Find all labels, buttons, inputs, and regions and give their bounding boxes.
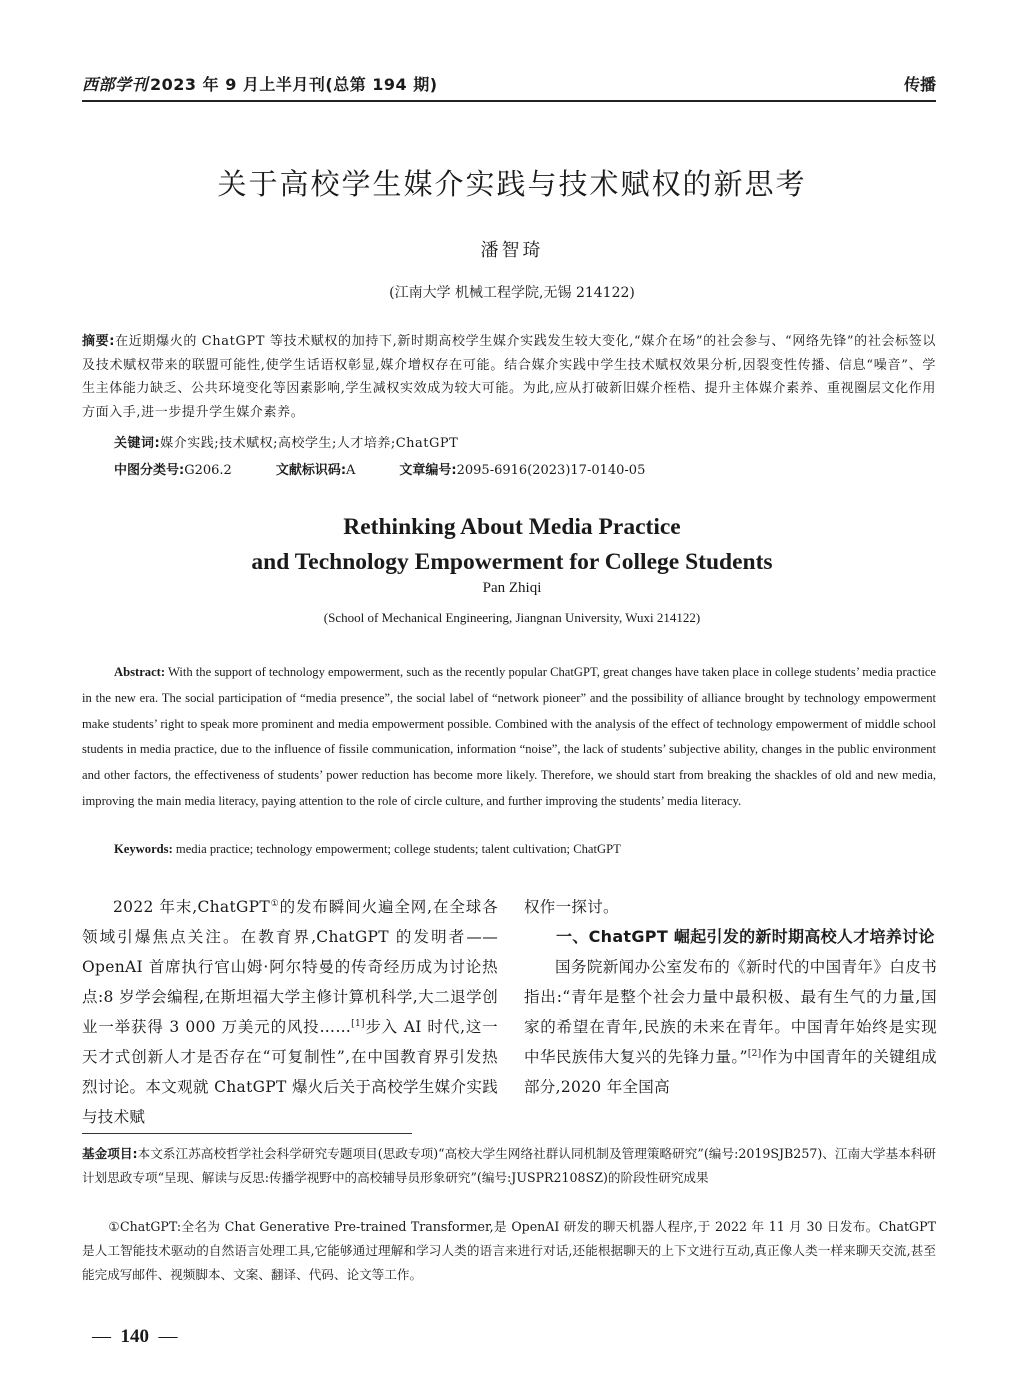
abstract-en (82, 660, 936, 815)
keywords-cn (114, 432, 458, 451)
abstract-cn-label: 摘要: (82, 334, 116, 349)
section-heading: 一、ChatGPT 崛起引发的新时期高校人才培养讨论 (556, 927, 935, 946)
body-paragraph: 权作一探讨。 (524, 898, 619, 916)
article-title-en (0, 510, 1024, 580)
classification-line (114, 459, 645, 478)
article-no-label: 文章编号: (399, 463, 457, 478)
body-text: 2022 年末,ChatGPT (113, 898, 271, 916)
page-number (92, 1326, 178, 1348)
body-text: 国务院新闻办公室发布的《新时代的中国青年》白皮书指出:“青年是整个社会力量中最积极、最有生气的力量,国家的希望在青年,民族的未来在青年。中国青年始终是实现中华民族伟大复兴的先锋力量。” (524, 958, 937, 1066)
page-dash-left: — (92, 1326, 111, 1347)
funding-label: 基金项目: (82, 1146, 138, 1161)
body-paragraph (82, 892, 498, 1132)
keywords-en (114, 842, 621, 857)
abstract-en-label: Abstract: (114, 665, 166, 679)
section-label: 传播 (903, 75, 936, 94)
author-cn: 潘智琦 (480, 240, 544, 261)
article-title-cn: 关于高校学生媒介实践与技术赋权的新思考 (217, 167, 807, 201)
clc-value: G206.2 (184, 463, 232, 478)
article-no-value: 2095-6916(2023)17-0140-05 (456, 463, 646, 478)
abstract-en-text: With the support of technology empowerment, such as the recently popular ChatGPT, great changes have taken place in college students’ media practice in the new era. The social participation of “media presence”, the social label of “network pioneer” and the possibility of alliance brought by technology empowerment make students’ right to speak more prominent and media empowerment possible. Combined with the analysis of the effect of technology empowerment of middle school students in media practice, due to the influence of fissile communication, information “noise”, the lack of students’ subjective ability, changes in the public environment and other factors, the effectiveness of students’ power reduction has become more likely. Therefore, we should start from breaking the shackles of old and new media, improving the main media literacy, paying attention to the role of circle culture, and further improving the students’ media literacy. (82, 665, 937, 808)
header-rule (82, 100, 936, 102)
body-column-right (524, 892, 937, 1102)
doc-code-value: A (346, 463, 356, 478)
citation-marker: [1] (351, 1018, 365, 1029)
body-text: 步入 AI 时代,这一天才式创新人才是否存在“可复制性”,在中国教育界引发热烈讨论。本文观就 ChatGPT 爆火后关于高校学生媒介实践与技术赋 (82, 1018, 498, 1126)
footnote-1 (82, 1215, 936, 1287)
title-en-line2: and Technology Empowerment for College Students (251, 549, 773, 575)
issue-info: 2023 年 9 月上半月刊(总第 194 期) (150, 75, 438, 94)
affiliation-cn: (江南大学 机械工程学院,无锡 214122) (389, 285, 635, 301)
doc-code-label: 文献标识码: (275, 463, 347, 478)
body-text: 作为中国青年的关键组成部分,2020 年全国高 (524, 1048, 937, 1096)
clc-label: 中图分类号: (114, 463, 185, 478)
affiliation-en: (School of Mechanical Engineering, Jiangnan University, Wuxi 214122) (323, 610, 701, 625)
page-number-value: 140 (120, 1326, 149, 1347)
citation-marker: [2] (747, 1048, 762, 1059)
abstract-cn (82, 330, 936, 424)
journal-logo: 西部学刊 (82, 75, 149, 94)
footnote-marker: ① (270, 898, 280, 909)
keywords-cn-text: 媒介实践;技术赋权;高校学生;人才培养;ChatGPT (160, 436, 459, 451)
title-en-line1: Rethinking About Media Practice (343, 514, 681, 540)
body-paragraph (524, 952, 937, 1102)
running-header (82, 72, 438, 95)
page-dash-right: — (158, 1326, 178, 1347)
body-column-left (82, 892, 498, 1132)
footnote-1-text: ①ChatGPT:全名为 Chat Generative Pre-trained Transformer,是 OpenAI 研发的聊天机器人程序,于 2022 年 11 月 30 日发布。ChatGPT 是人工智能技术驱动的自然语言处理工具,它能够通过理解和学习人类的语言来进行对话,还能根据聊天的上下文进行互动,真正像人类一样来聊天交流,甚至能完成写邮件、视频脚本、文案、翻译、代码、论文等工作。 (82, 1219, 936, 1282)
body-text: 的发布瞬间火遍全网,在全球各领域引爆焦点关注。在教育界,ChatGPT 的发明者——OpenAI 首席执行官山姆·阿尔特曼的传奇经历成为讨论热点:8 岁学会编程,在斯坦福大学主修计算机科学,大二退学创业一举获得 3 000 万美元的风投…… (82, 898, 498, 1036)
keywords-en-label: Keywords: (114, 842, 173, 856)
author-en: Pan Zhiqi (482, 580, 542, 596)
footnote-rule (82, 1133, 412, 1134)
funding-text: 本文系江苏高校哲学社会科学研究专题项目(思政专项)“高校大学生网络社群认同机制及管理策略研究”(编号:2019SJB257)、江南大学基本科研计划思政专项“呈现、解读与反思:传播学视野中的高校辅导员形象研究”(编号:JUSPR2108SZ)的阶段性研究成果 (82, 1146, 936, 1185)
keywords-en-text: media practice; technology empowerment; college students; talent cultivation; ChatGPT (175, 842, 621, 856)
keywords-cn-label: 关键词: (114, 436, 161, 451)
abstract-cn-text: 在近期爆火的 ChatGPT 等技术赋权的加持下,新时期高校学生媒介实践发生较大变化,“媒介在场”的社会参与、“网络先锋”的社会标签以及技术赋权带来的联盟可能性,使学生话语权彰显,媒介增权存在可能。结合媒介实践中学生技术赋权效果分析,因裂变性传播、信息“噪音”、学生主体能力缺乏、公共环境变化等因素影响,学生减权实效成为较大可能。为此,应从打破新旧媒介桎梏、提升主体媒介素养、重视圈层文化作用方面入手,进一步提升学生媒介素养。 (82, 334, 936, 420)
funding-note (82, 1142, 936, 1190)
